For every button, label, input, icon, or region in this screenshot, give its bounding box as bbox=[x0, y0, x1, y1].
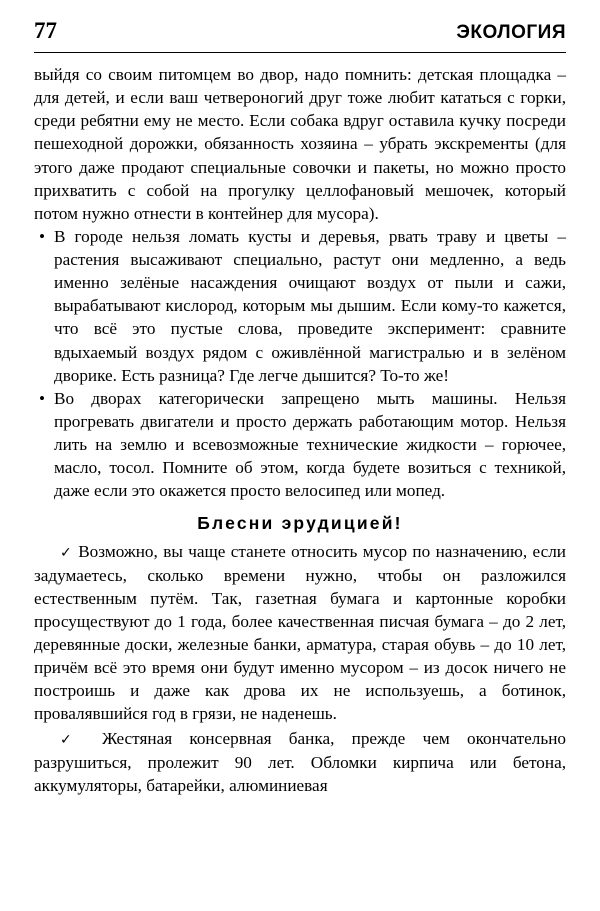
bullet-icon: • bbox=[39, 388, 46, 408]
fact-paragraph-2 bbox=[34, 727, 566, 796]
header-divider bbox=[34, 52, 566, 53]
section-subheading: Блесни эрудицией! bbox=[197, 513, 403, 534]
list-item-text: В городе нельзя ломать кусты и деревья, рвать траву и цветы – растения высаживают специально, растут они медленно, а ведь именно зелёные насаждения очищают воздух от пыли и сажи, вырабатывают кислород, которым мы дышим. Если кому-то кажется, что всё это пустые слова, проведите эксперимент: сравните вдыхаемый воздух рядом с оживлённой магистралью и в зелёном дворике. Есть разница? Где легче дышится? То-то же! bbox=[54, 226, 566, 385]
running-title: ЭКОЛОГИЯ bbox=[456, 22, 566, 43]
page-header bbox=[34, 0, 566, 50]
rules-bullet-list bbox=[34, 225, 566, 503]
fact-paragraph-1-text: Возможно, вы чаще станете относить мусор по назначению, если задумаетесь, сколько времени нужно, чтобы он разложился естественным путём. Так, газетная бумага и картонные коробки просуществуют до 1 года, более качественная писчая бумага – до 2 лет, деревянные доски, железные банки, арматура, старая обувь – до 10 лет, причём всё это время они будут именно мусором – из досок ничего не построишь и даже как дрова их не используешь, а ботинок, провалявшийся год в грязи, не наденешь. bbox=[34, 542, 567, 724]
fact-paragraph-1 bbox=[34, 540, 566, 725]
paragraph-continued: выйдя со своим питомцем во двор, надо помнить: детская площадка – для детей, и если ваш четвероногий друг тоже любит кататься с горки, среди ребятни ему не место. Если собака вдруг оставила кучку посреди пешеходной дорожки, обязанность хозяина – убрать экскременты (для этого даже продают специальные совочки и пакеты, но можно просто прихватить с собой на прогулку целлофановый мешочек, который потом нужно отнести в контейнер для мусора). bbox=[34, 65, 566, 223]
check-icon: ✓ bbox=[60, 732, 85, 749]
list-item-text: Во дворах категорически запрещено мыть машины. Нельзя прогревать двигатели и просто держать работающим мотор. Нельзя лить на землю и всевозможные технические жидкости – горючее, масло, тосол. Помните об этом, когда будете возиться с техникой, даже если это окажется просто велосипед или мопед. bbox=[54, 388, 566, 501]
check-icon: ✓ bbox=[60, 545, 73, 562]
list-item bbox=[34, 225, 566, 387]
page-number: 77 bbox=[34, 18, 57, 43]
bullet-icon: • bbox=[39, 226, 46, 246]
list-item bbox=[34, 387, 566, 503]
fact-paragraph-2-text: Жестяная консервная банка, прежде чем окончательно разрушиться, пролежит 90 лет. Обломки кирпича или бетона, аккумуляторы, батарейки, алюминиевая bbox=[34, 729, 567, 795]
